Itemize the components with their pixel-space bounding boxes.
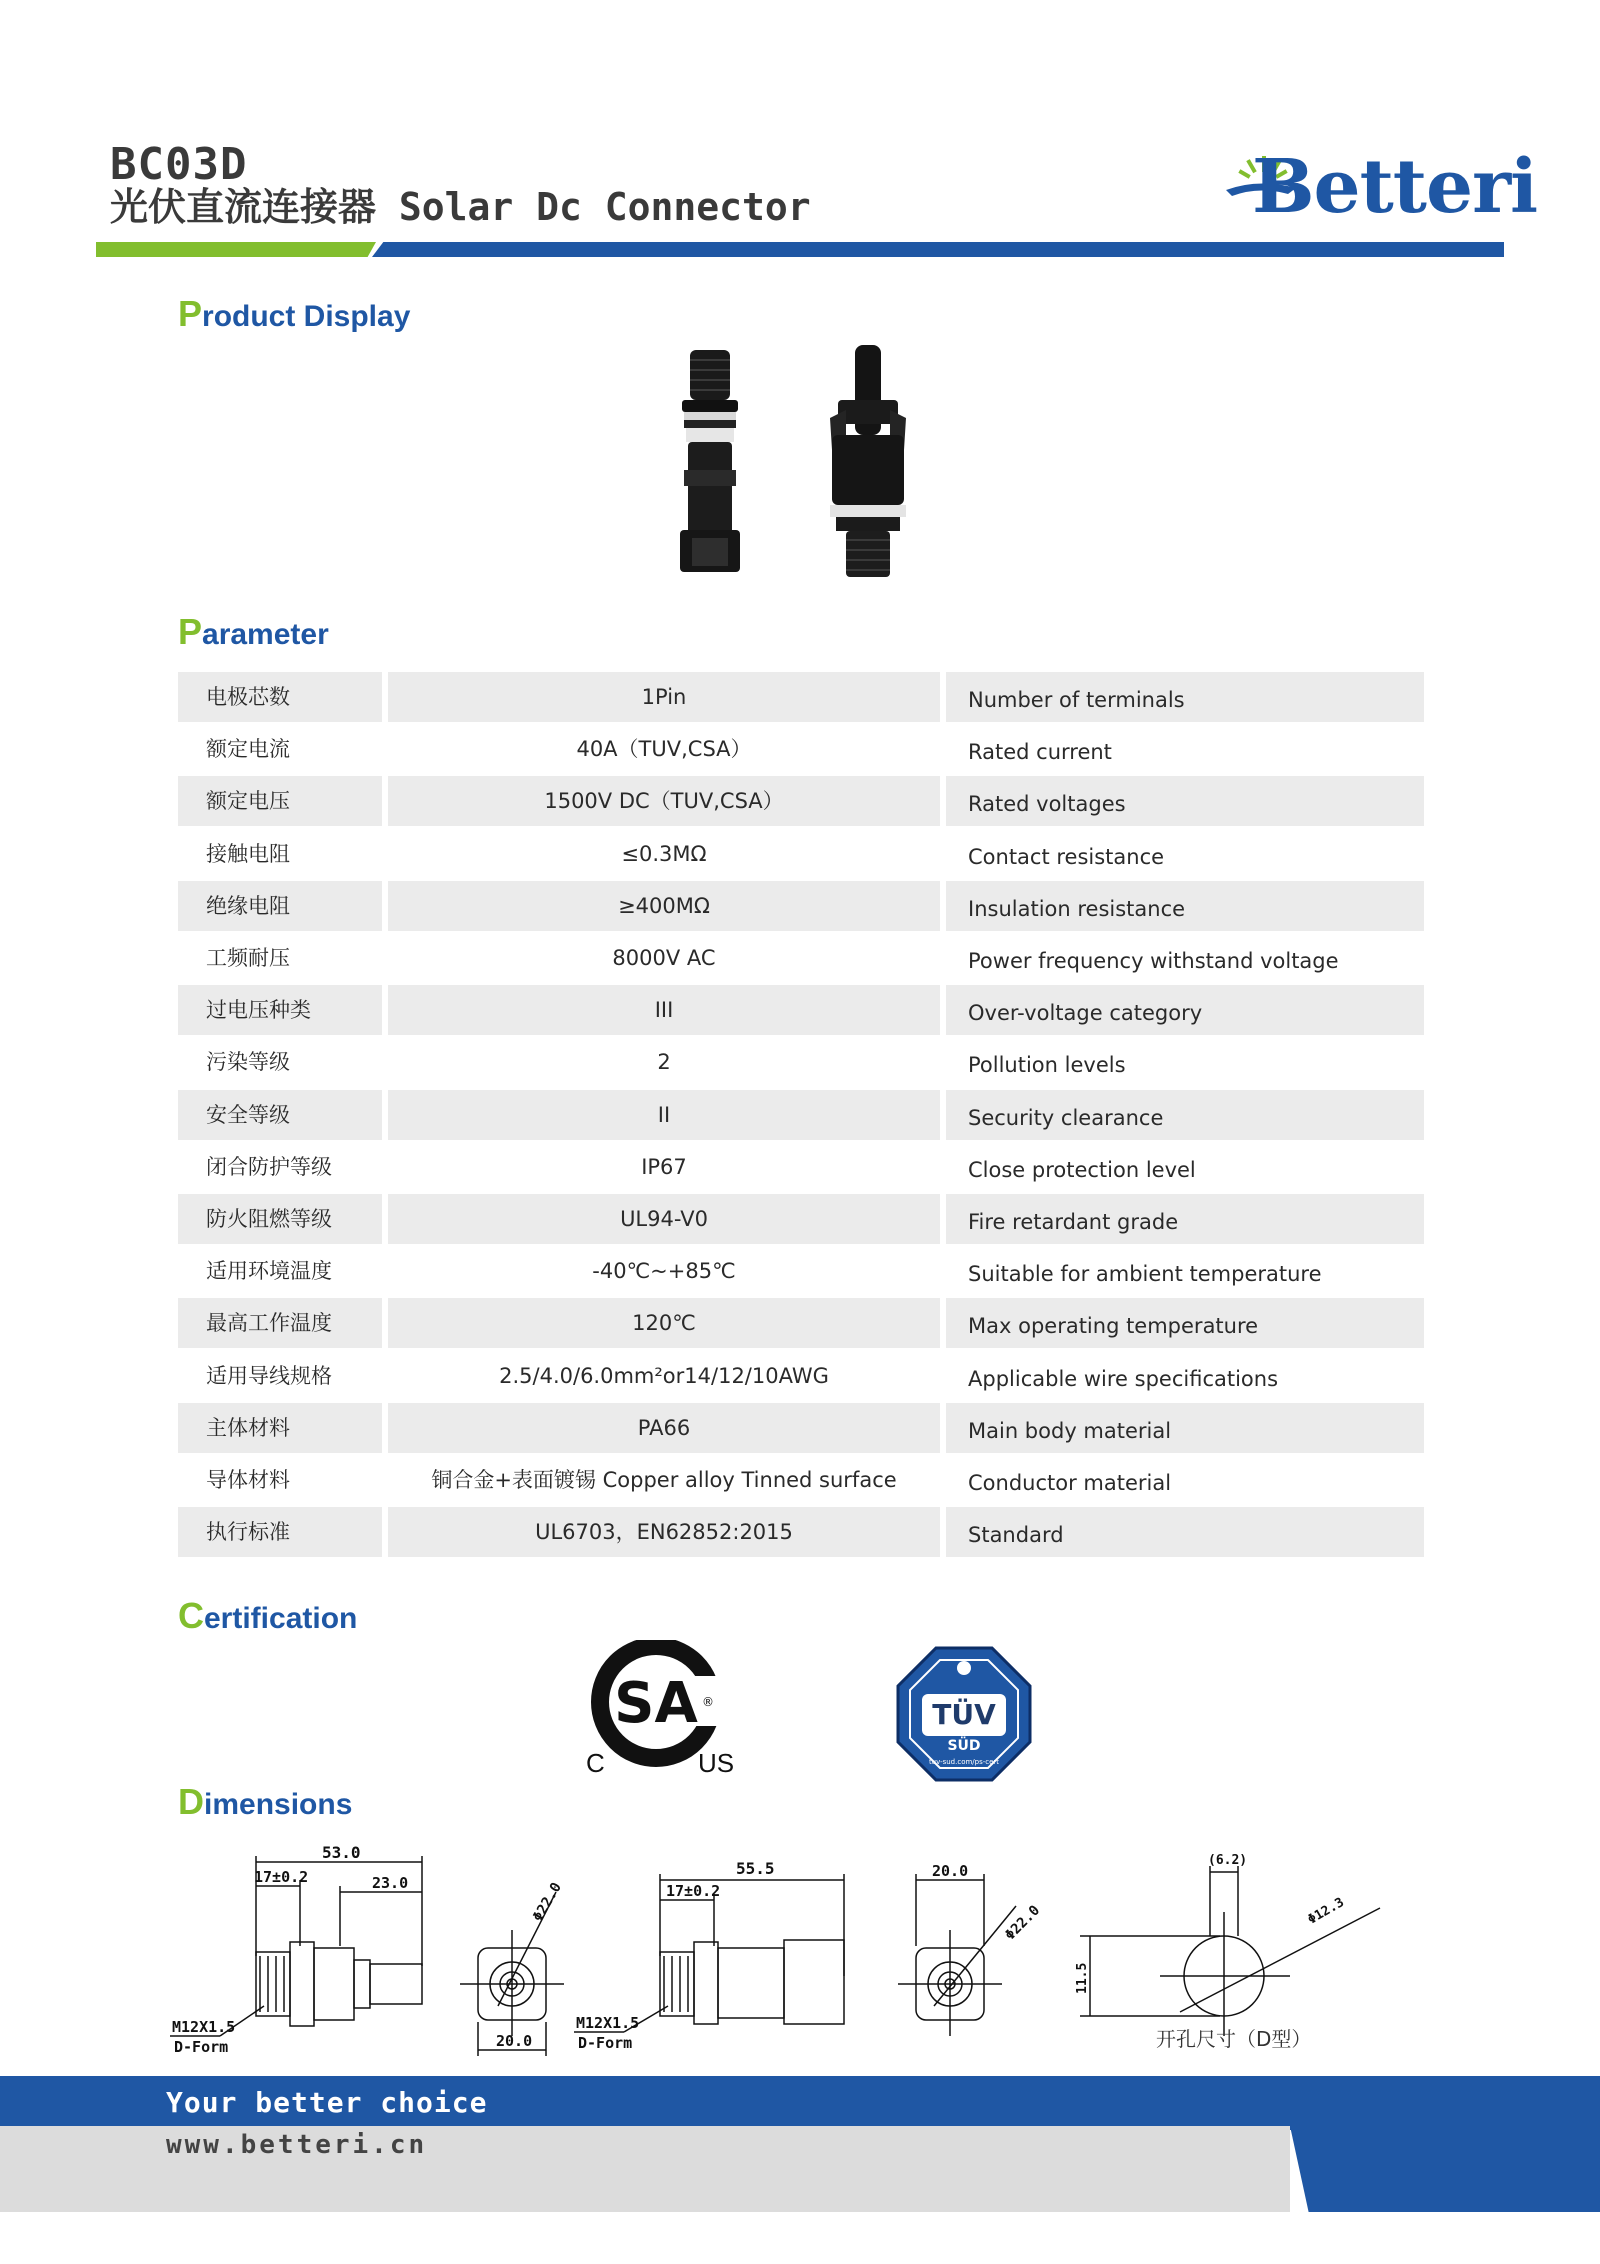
param-cn-label: 适用导线规格 — [178, 1351, 382, 1401]
header-divider-blue — [372, 242, 1504, 257]
param-cn-label: 接触电阻 — [178, 829, 382, 879]
param-en-label: Rated current — [968, 740, 1112, 765]
footer-website-link[interactable]: www.betteri.cn — [166, 2130, 428, 2160]
dim3-left: 17±0.2 — [666, 1882, 721, 1900]
param-cn-label: 过电压种类 — [178, 985, 382, 1035]
param-value: 40A（TUV,CSA） — [388, 724, 940, 774]
param-en-label: Suitable for ambient temperature — [968, 1262, 1322, 1287]
param-en-label: Rated voltages — [968, 792, 1126, 817]
param-en-label-cell — [946, 776, 1424, 826]
table-row — [178, 1090, 1424, 1142]
dim1-left: 17±0.2 — [254, 1868, 309, 1886]
table-row — [178, 724, 1424, 776]
table-row — [178, 985, 1424, 1037]
table-row — [178, 1194, 1424, 1246]
param-cn-label: 最高工作温度 — [178, 1298, 382, 1348]
param-en-label-cell — [946, 1142, 1424, 1192]
product-title: 光伏直流连接器 Solar Dc Connector — [110, 185, 811, 229]
dim3-form: D-Form — [578, 2034, 633, 2052]
param-value: ≤0.3MΩ — [388, 829, 940, 879]
dim1-thread: M12X1.5 — [172, 2018, 236, 2036]
table-row — [178, 1037, 1424, 1089]
product-model: BC03D — [110, 139, 248, 190]
table-row — [178, 1455, 1424, 1507]
table-row — [178, 1298, 1424, 1350]
male-connector-image — [830, 345, 906, 577]
param-en-label-cell — [946, 829, 1424, 879]
param-en-label: Insulation resistance — [968, 896, 1186, 921]
param-value: 2 — [388, 1037, 940, 1087]
param-en-label: Power frequency withstand voltage — [968, 949, 1339, 973]
param-cn-label: 额定电压 — [178, 776, 382, 826]
param-cn-label: 污染等级 — [178, 1037, 382, 1087]
param-cn-label: 闭合防护等级 — [178, 1142, 382, 1192]
tuv-sud-certification-mark — [896, 1646, 1032, 1782]
dim5-height: 11.5 — [1075, 1962, 1090, 1994]
csa-certification-mark — [580, 1640, 750, 1780]
csa-logo-letters: SA — [614, 1671, 698, 1736]
csa-c-label: C — [586, 1748, 605, 1778]
param-cn-label: 电极芯数 — [178, 672, 382, 722]
param-value: PA66 — [388, 1403, 940, 1453]
header-divider-green — [96, 242, 376, 257]
param-cn-label: 适用环境温度 — [178, 1246, 382, 1296]
param-en-label: Contact resistance — [968, 844, 1165, 869]
param-en-label: Over-voltage category — [968, 1001, 1203, 1026]
dim5-caption: 开孔尺寸（D型） — [1156, 2027, 1312, 2051]
param-value: 1Pin — [388, 672, 940, 722]
param-value: -40℃~+85℃ — [388, 1246, 940, 1296]
param-value: 铜合金+表面镀锡 Copper alloy Tinned surface — [388, 1455, 940, 1505]
param-value: III — [388, 985, 940, 1035]
param-value: UL6703，EN62852:2015 — [388, 1507, 940, 1557]
table-row — [178, 672, 1424, 724]
dim3-total: 55.5 — [736, 1859, 775, 1878]
table-row — [178, 776, 1424, 828]
param-en-label-cell — [946, 672, 1424, 722]
drawing-panel-cutout — [1080, 1866, 1380, 2036]
param-value: IP67 — [388, 1142, 940, 1192]
param-en-label-cell — [946, 1194, 1424, 1244]
param-value: II — [388, 1090, 940, 1140]
param-en-label-cell — [946, 1246, 1424, 1296]
param-cn-label: 额定电流 — [178, 724, 382, 774]
param-cn-label: 执行标准 — [178, 1507, 382, 1557]
dim1-total: 53.0 — [322, 1843, 361, 1862]
logo-wordmark: Betteri — [1252, 144, 1538, 230]
param-en-label: Standard — [968, 1523, 1064, 1548]
param-en-label: Pollution levels — [968, 1053, 1126, 1078]
dim2-width: 20.0 — [496, 2032, 533, 2050]
param-en-label-cell — [946, 985, 1424, 1035]
param-cn-label: 防火阻燃等级 — [178, 1194, 382, 1244]
table-row — [178, 829, 1424, 881]
param-en-label-cell — [946, 881, 1424, 931]
param-en-label-cell — [946, 1351, 1424, 1401]
dim4-width: 20.0 — [932, 1862, 969, 1880]
drawing-front-male — [898, 1874, 1016, 2036]
dim4-diameter: Φ22.0 — [1002, 1902, 1044, 1944]
table-row — [178, 1142, 1424, 1194]
tuv-url-label: tuv-sud.com/ps-cert — [928, 1758, 1000, 1766]
section-heading-dimensions: Dimensions — [178, 1781, 353, 1822]
param-value: 2.5/4.0/6.0mm²or14/12/10AWG — [388, 1351, 940, 1401]
betteri-logo — [1222, 144, 1538, 230]
param-cn-label: 绝缘电阻 — [178, 881, 382, 931]
section-heading-certification: Certification — [178, 1595, 358, 1636]
csa-us-label: US — [698, 1748, 735, 1778]
table-row — [178, 1507, 1424, 1559]
table-row — [178, 933, 1424, 985]
param-value: 8000V AC — [388, 933, 940, 983]
param-en-label-cell — [946, 933, 1424, 983]
svg-text:®: ® — [702, 1695, 714, 1709]
female-connector-image — [680, 350, 740, 572]
table-row — [178, 881, 1424, 933]
tuv-sub-label: SÜD — [947, 1738, 981, 1754]
dim2-diameter: Φ22.0 — [530, 1879, 565, 1925]
dim3-thread: M12X1.5 — [576, 2014, 640, 2032]
param-en-label-cell — [946, 1507, 1424, 1557]
param-cn-label: 主体材料 — [178, 1403, 382, 1453]
param-en-label: Number of terminals — [968, 688, 1185, 712]
param-cn-label: 导体材料 — [178, 1455, 382, 1505]
footer-slogan: Your better choice — [166, 2086, 488, 2119]
connector-product-photo — [660, 340, 940, 590]
param-value: UL94-V0 — [388, 1194, 940, 1244]
param-en-label: Fire retardant grade — [968, 1210, 1179, 1234]
dim1-form: D-Form — [174, 2038, 229, 2056]
table-row — [178, 1246, 1424, 1298]
param-en-label-cell — [946, 1403, 1424, 1453]
table-row — [178, 1351, 1424, 1403]
param-cn-label: 安全等级 — [178, 1090, 382, 1140]
dim5-diameter: Φ12.3 — [1305, 1895, 1347, 1928]
param-en-label-cell — [946, 724, 1424, 774]
footer-band-blue-corner — [1290, 2126, 1600, 2212]
dim1-right: 23.0 — [372, 1874, 409, 1892]
param-value: 1500V DC（TUV,CSA） — [388, 776, 940, 826]
tuv-main-label: TÜV — [932, 1698, 996, 1731]
param-en-label-cell — [946, 1037, 1424, 1087]
param-en-label-cell — [946, 1455, 1424, 1505]
param-en-label: Conductor material — [968, 1471, 1172, 1495]
param-en-label-cell — [946, 1090, 1424, 1140]
dim5-top: (6.2) — [1208, 1853, 1248, 1868]
table-row — [178, 1403, 1424, 1455]
param-en-label: Applicable wire specifications — [968, 1366, 1279, 1391]
param-en-label: Security clearance — [968, 1105, 1164, 1130]
param-en-label: Max operating temperature — [968, 1314, 1259, 1339]
dimension-drawings — [160, 1836, 1420, 2072]
param-en-label: Main body material — [968, 1418, 1172, 1443]
param-en-label: Close protection level — [968, 1157, 1196, 1182]
param-value: 120℃ — [388, 1298, 940, 1348]
section-heading-product-display: Product Display — [178, 293, 411, 334]
section-heading-parameter: Parameter — [178, 611, 329, 652]
param-en-label-cell — [946, 1298, 1424, 1348]
param-value: ≥400MΩ — [388, 881, 940, 931]
param-cn-label: 工频耐压 — [178, 933, 382, 983]
